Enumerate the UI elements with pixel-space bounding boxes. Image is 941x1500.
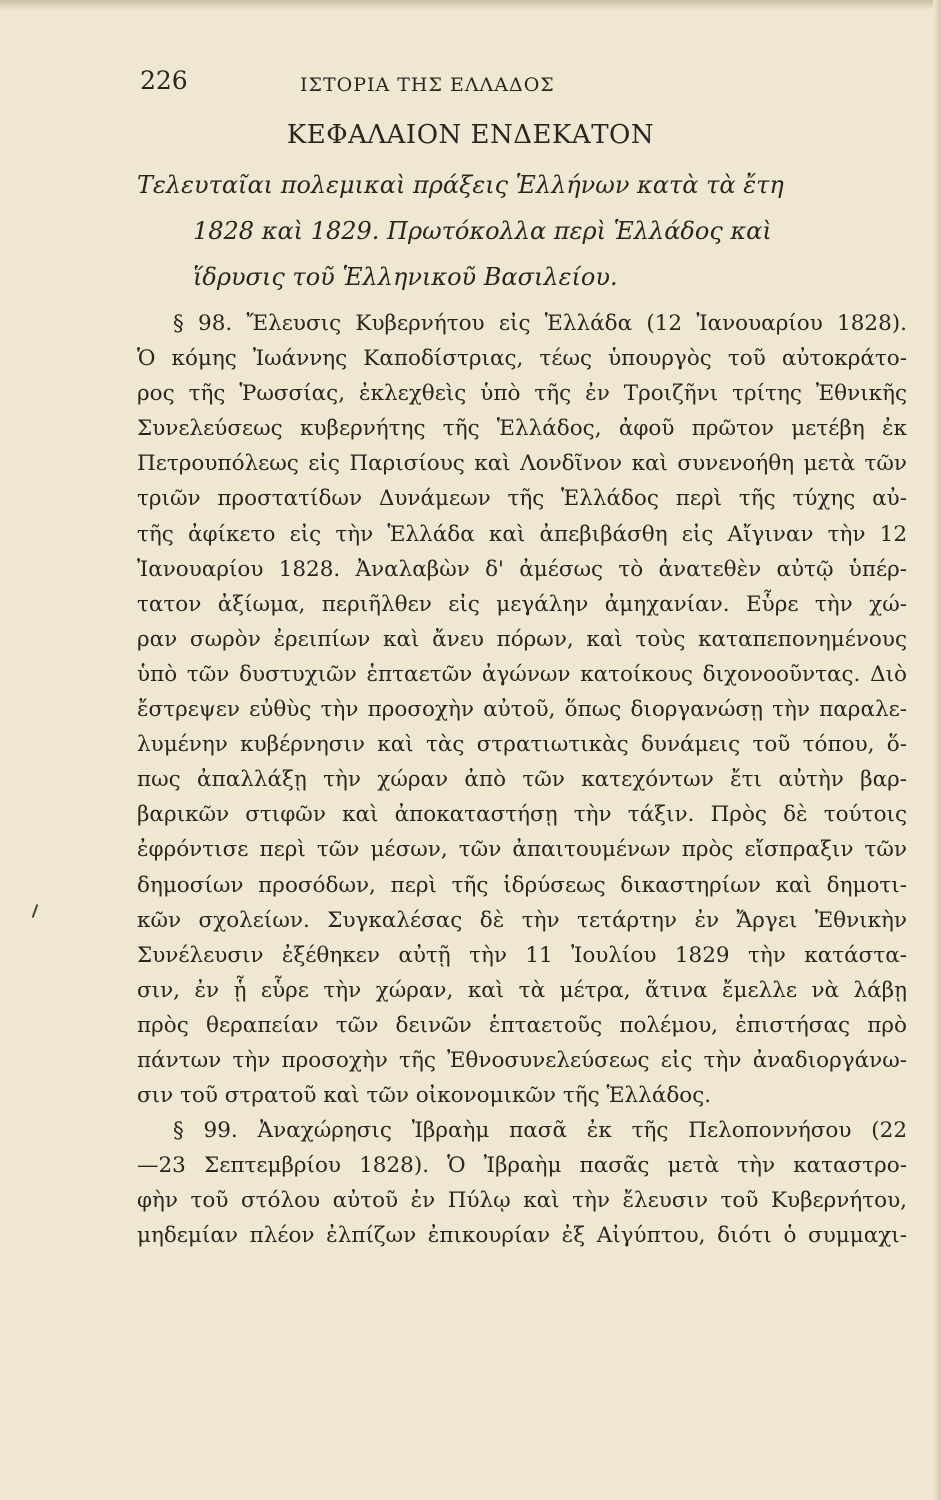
text-line: ἐφρόντισε περὶ τῶν μέσων, τῶν ἀπαιτουμένων πρὸς εἴσπραξιν τῶν <box>137 837 907 863</box>
chapter-title <box>137 162 907 300</box>
text-line: Ἰανουαρίου 1828. Ἀναλαβὼν δ' ἀμέσως τὸ ἀνατεθὲν αὐτῷ ὑπέρ- <box>137 556 907 582</box>
text-line: τῆς ἀφίκετο εἰς τὴν Ἑλλάδα καὶ ἀπεβιβάσθη εἰς Αἴγιναν τὴν 12 <box>137 521 907 547</box>
text-line: Πετρουπόλεως εἰς Παρισίους καὶ Λονδῖνον καὶ συνενοήθη μετὰ τῶν <box>137 451 907 477</box>
text-line: ἔστρεψεν εὐθὺς τὴν προσοχὴν αὐτοῦ, ὅπως διοργανώσῃ τὴν παραλε- <box>137 697 907 723</box>
chapter-title-line: ἵδρυσις τοῦ Ἑλληνικοῦ Βασιλείου. <box>193 263 618 291</box>
text-line: λυμένην κυβέρνησιν καὶ τὰς στρατιωτικὰς δυνάμεις τοῦ τόπου, ὅ- <box>137 732 907 758</box>
text-line: Συνελεύσεως κυβερνήτης τῆς Ἑλλάδος, ἀφοῦ πρῶτον μετέβη ἐκ <box>137 416 907 442</box>
page-number: 226 <box>140 66 188 95</box>
text-line: βαρικῶν στιφῶν καὶ ἀποκαταστήσῃ τὴν τάξιν. Πρὸς δὲ τούτοις <box>137 802 907 828</box>
text-line: —23 Σεπτεμβρίου 1828). Ὁ Ἰβραὴμ πασᾶς μετὰ τὴν καταστρο- <box>137 1153 907 1179</box>
chapter-title-line: 1828 καὶ 1829. Πρωτόκολλα περὶ Ἑλλάδος καὶ <box>193 217 772 245</box>
section-98-heading-line: § 98. Ἔλευσις Κυβερνήτου εἰς Ἑλλάδα (12 Ἰανουαρίου 1828). <box>173 311 907 336</box>
text-line: Ὁ κόμης Ἰωάννης Καποδίστριας, τέως ὑπουργὸς τοῦ αὐτοκράτο- <box>137 346 907 372</box>
text-line: τριῶν προστατίδων Δυνάμεων τῆς Ἑλλάδος περὶ τῆς τύχης αὐ- <box>137 486 907 512</box>
text-line: πρὸς θεραπείαν τῶν δεινῶν ἑπταετοῦς πολέμου, ἐπιστήσας πρὸ <box>137 1012 907 1038</box>
text-line: ὑπὸ τῶν δυστυχιῶν ἑπταετῶν ἀγώνων κατοίκους διχονοοῦντας. Διὸ <box>137 661 907 687</box>
text-line: σιν τοῦ στρατοῦ καὶ τῶν οἰκονομικῶν τῆς Ἑλλάδος. <box>137 1083 712 1109</box>
body-text <box>137 306 907 1254</box>
chapter-title-line: Τελευταῖαι πολεμικαὶ πράξεις Ἑλλήνων κατὰ τὰ ἔτη <box>137 171 784 199</box>
running-title: ΙΣΤΟΡΙΑ ΤΗΣ ΕΛΛΑΔΟΣ <box>300 74 555 96</box>
text-line: σιν, ἐν ᾗ εὗρε τὴν χώραν, καὶ τὰ μέτρα, ἅτινα ἔμελλε νὰ λάβῃ <box>137 977 907 1003</box>
page-right-edge <box>933 0 941 1500</box>
text-line: Συνέλευσιν ἐξέθηκεν αὐτῇ τὴν 11 Ἰουλίου 1829 τὴν κατάστα- <box>137 942 907 968</box>
section-99-heading-line: § 99. Ἀναχώρησις Ἰβραὴμ πασᾶ ἐκ τῆς Πελοποννήσου (22 <box>173 1118 907 1144</box>
text-line: μηδεμίαν πλέον ἐλπίζων ἐπικουρίαν ἐξ Αἰγύπτου, διότι ὁ συμμαχι- <box>137 1223 907 1249</box>
margin-mark <box>32 904 39 918</box>
text-line: ρος τῆς Ῥωσσίας, ἐκλεχθεὶς ὑπὸ τῆς ἐν Τροιζῆνι τρίτης Ἐθνικῆς <box>137 381 907 407</box>
text-line: δημοσίων προσόδων, περὶ τῆς ἱδρύσεως δικαστηρίων καὶ δημοτι- <box>137 872 907 898</box>
chapter-heading: ΚΕΦΑΛΑΙΟΝ ΕΝΔΕΚΑΤΟΝ <box>286 120 655 150</box>
text-line: τατον ἀξίωμα, περιῆλθεν εἰς μεγάλην ἀμηχανίαν. Εὗρε τὴν χώ- <box>137 591 907 617</box>
text-line: πάντων τὴν προσοχὴν τῆς Ἐθνοσυνελεύσεως εἰς τὴν ἀναδιοργάνω- <box>137 1047 907 1073</box>
text-line: ραν σωρὸν ἐρειπίων καὶ ἄνευ πόρων, καὶ τοὺς καταπεπονημένους <box>137 626 907 652</box>
text-line: πως ἀπαλλάξῃ τὴν χώραν ἀπὸ τῶν κατεχόντων ἔτι αὐτὴν βαρ- <box>137 767 907 793</box>
text-line: φὴν τοῦ στόλου αὐτοῦ ἐν Πύλῳ καὶ τὴν ἔλευσιν τοῦ Κυβερνήτου, <box>137 1188 907 1214</box>
page-top-edge <box>0 0 941 10</box>
text-line: κῶν σχολείων. Συγκαλέσας δὲ τὴν τετάρτην ἐν Ἄργει Ἐθνικὴν <box>137 907 907 933</box>
